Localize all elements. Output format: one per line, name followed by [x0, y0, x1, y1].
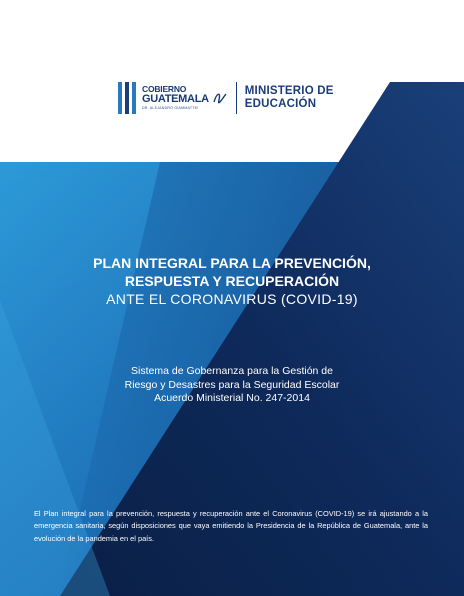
- subtitle-line1: Sistema de Gobernanza para la Gestión de: [131, 365, 333, 377]
- government-logo: [142, 85, 209, 110]
- ministry-name: [245, 85, 334, 111]
- ministry-line1: MINISTERIO DE: [244, 85, 334, 97]
- logo-line1: COBIERNO: [142, 84, 187, 95]
- flag-bars-icon: [118, 82, 136, 114]
- document-title: [0, 254, 464, 308]
- title-line2: RESPUESTA Y RECUPERACIÓN: [124, 273, 340, 289]
- disclaimer-text: El Plan integral para la prevención, respuesta y recuperación ante el Coronavirus (COVID-19) se irá ajustando a la emergencia sanitaria, según disposiciones que vaya emitiendo la Presidencia de la República de Guatemala, ante la evolución de la pandemia en el país.: [34, 509, 428, 543]
- header-logos: [118, 80, 334, 116]
- logo-line2: GUATEMALA: [142, 92, 209, 105]
- signature-mark: [212, 90, 228, 106]
- header-divider: [236, 82, 237, 114]
- document-subtitle: [0, 365, 464, 406]
- subtitle-line3: Acuerdo Ministerial No. 247-2014: [154, 392, 310, 404]
- logo-tagline: DR. ALEJANDRO GIAMMATTEI: [142, 105, 199, 110]
- title-line3: ANTE EL CORONAVIRUS (COVID-19): [106, 291, 358, 307]
- ministry-line2: EDUCACIÓN: [244, 98, 317, 110]
- subtitle-line2: Riesgo y Desastres para la Seguridad Escolar: [124, 378, 340, 391]
- title-line1: PLAN INTEGRAL PARA LA PREVENCIÓN,: [93, 255, 371, 271]
